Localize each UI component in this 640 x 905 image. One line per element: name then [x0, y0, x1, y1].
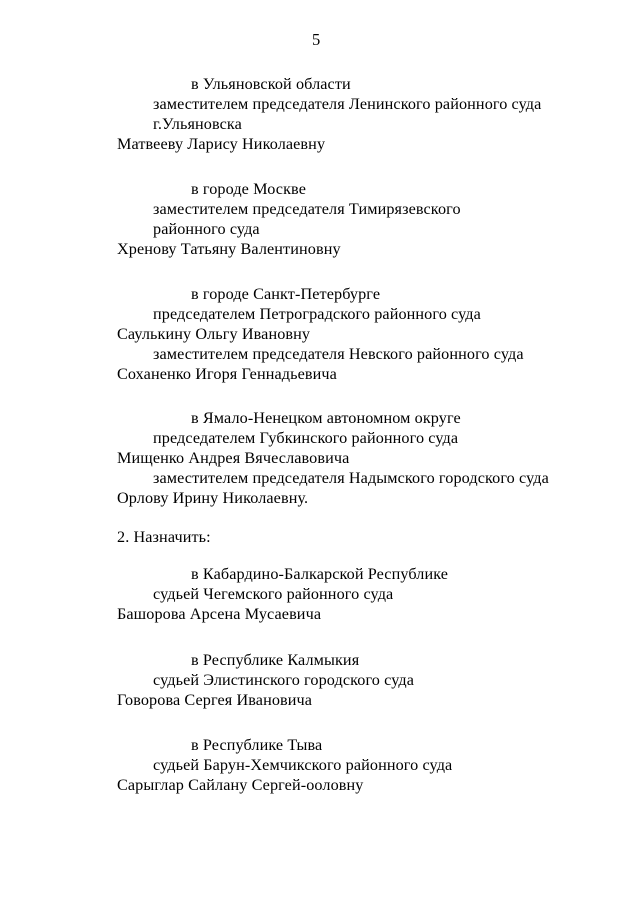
section-heading: 2. Назначить: [117, 528, 211, 546]
position-text: председателем Петроградского районного суда [153, 305, 481, 323]
person-name: Башорова Арсена Мусаевича [117, 605, 322, 623]
position-text: заместителем председателя Невского районного суда [153, 345, 524, 363]
region-heading: в Ямало-Ненецком автономном округе [191, 409, 461, 427]
person-name: Матвееву Ларису Николаевну [117, 135, 326, 153]
person-name: Орлову Ирину Николаевну. [117, 489, 309, 507]
region-heading: в Республике Тыва [191, 736, 323, 754]
position-text: судьей Барун-Хемчикского районного суда [153, 756, 453, 774]
position-text: заместителем председателя Тимирязевского [153, 200, 461, 218]
region-heading: в городе Москве [191, 180, 306, 198]
position-text: судьей Чегемского районного суда [153, 585, 394, 603]
person-name: Соханенко Игоря Геннадьевича [117, 365, 337, 383]
person-name: Хренову Татьяну Валентиновну [117, 240, 341, 258]
page-number: 5 [312, 30, 321, 49]
region-heading: в Ульяновской области [191, 75, 351, 93]
region-heading: в Кабардино-Балкарской Республике [191, 565, 449, 583]
person-name: Говорова Сергея Ивановича [117, 691, 313, 709]
position-text: г.Ульяновска [153, 115, 242, 133]
position-text: районного суда [153, 220, 260, 238]
position-text: заместителем председателя Надымского городского суда [153, 469, 549, 487]
position-text: судьей Элистинского городского суда [153, 671, 415, 689]
person-name: Сарыглар Сайлану Сергей-ооловну [117, 776, 364, 794]
region-heading: в городе Санкт-Петербурге [191, 285, 381, 303]
position-text: председателем Губкинского районного суда [153, 429, 459, 447]
region-heading: в Республике Калмыкия [191, 651, 360, 669]
position-text: заместителем председателя Ленинского районного суда [153, 95, 542, 113]
person-name: Саулькину Ольгу Ивановну [117, 325, 311, 343]
person-name: Мищенко Андрея Вячеславовича [117, 449, 350, 467]
